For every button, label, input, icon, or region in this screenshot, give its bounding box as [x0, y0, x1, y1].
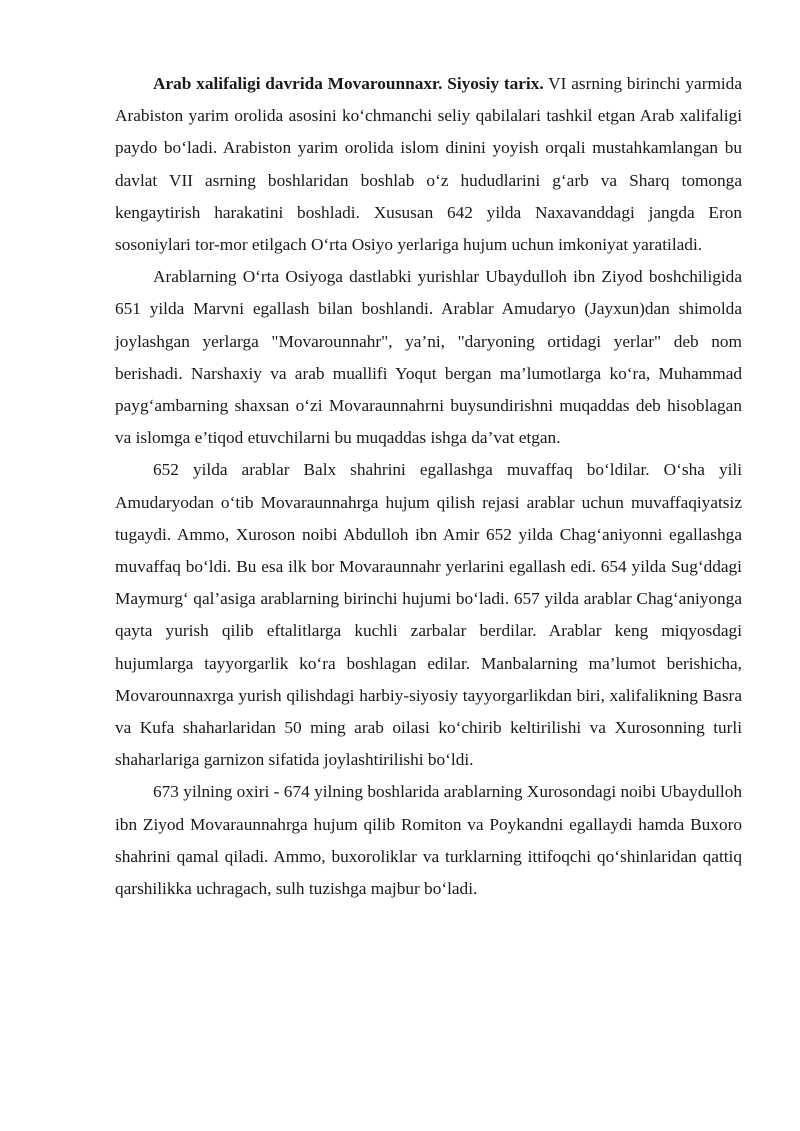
paragraph-text: VI asrning birinchi yarmida Arabiston yarim orolida asosini ko‘chmanchi seliy qabilalari tashkil etgan Arab xalifaligi paydo bo‘ladi. Arabiston yarim orolida islom dinini yoyish orqali mustahkamlangan bu davlat VII asrning boshlaridan boshlab o‘z hududlarini g‘arb va Sharq tomonga kengaytirish harakatini boshladi. Xususan 642 yilda Naxavanddagi jangda Eron sosoniylari tor-mor etilgach O‘rta Osiyo yerlariga hujum uchun imkoniyat yaratiladi. [115, 74, 742, 255]
section-heading: Arab xalifaligi davrida Movarounnaxr. Siyosiy tarix. [153, 74, 544, 93]
paragraph-text: 673 yilning oxiri - 674 yilning boshlarida arablarning Xurosondagi noibi Ubaydulloh ibn Ziyod Movaraunnahrga hujum qilib Romiton va Poykandni egallaydi hamda Buxoro shahrini qamal qiladi. Ammo, buxoroliklar va turklarning ittifoqchi qo‘shinlaridan qattiq qarshilikka uchragach, sulh tuzishga majbur bo‘ladi. [115, 782, 742, 899]
paragraph-intro [115, 68, 742, 261]
paragraph-early-campaigns [115, 261, 742, 454]
paragraph-balx-conquest [115, 454, 742, 776]
paragraph-text: Arablarning O‘rta Osiyoga dastlabki yurishlar Ubaydulloh ibn Ziyod boshchiligida 651 yilda Marvni egallash bilan boshlandi. Arablar Amudaryo (Jayxun)dan shimolda joylashgan yerlarga "Movarounnahr", ya’ni, "daryoning ortidagi yerlar" deb nom berishadi. Narshaxiy va arab muallifi Yoqut bergan ma’lumotlarga ko‘ra, Muhammad payg‘ambarning shaxsan o‘zi Movaraunnahrni buysundirishni muqaddas deb hisoblagan va islomga e’tiqod etuvchilarni bu muqaddas ishga da’vat etgan. [115, 267, 742, 448]
paragraph-text: 652 yilda arablar Balx shahrini egallashga muvaffaq bo‘ldilar. O‘sha yili Amudaryodan o‘tib Movaraunnahrga hujum qilish rejasi arablar uchun muvaffaqiyatsiz tugaydi. Ammo, Xuroson noibi Abdulloh ibn Amir 652 yilda Chag‘aniyonni egallashga muvaffaq bo‘ldi. Bu esa ilk bor Movaraunnahr yerlarini egallash edi. 654 yilda Sug‘ddagi Maymurg‘ qal’asiga arablarning birinchi hujumi bo‘ladi. 657 yilda arablar Chag‘aniyonga qayta yurish qilib eftalitlarga kuchli zarbalar berdilar. Arablar keng miqyosdagi hujumlarga tayyorgarlik ko‘ra boshlagan edilar. Manbalarning ma’lumot berishicha, Movarounnaxrga yurish qilishdagi harbiy-siyosiy tayyorgarlikdan biri, xalifalikning Basra va Kufa shaharlaridan 50 ming arab oilasi ko‘chirib keltirilishi va Xurosonning turli shaharlariga garnizon sifatida joylashtirilishi bo‘ldi. [115, 460, 742, 770]
paragraph-buxoro-siege [115, 776, 742, 905]
document-page [115, 68, 742, 905]
